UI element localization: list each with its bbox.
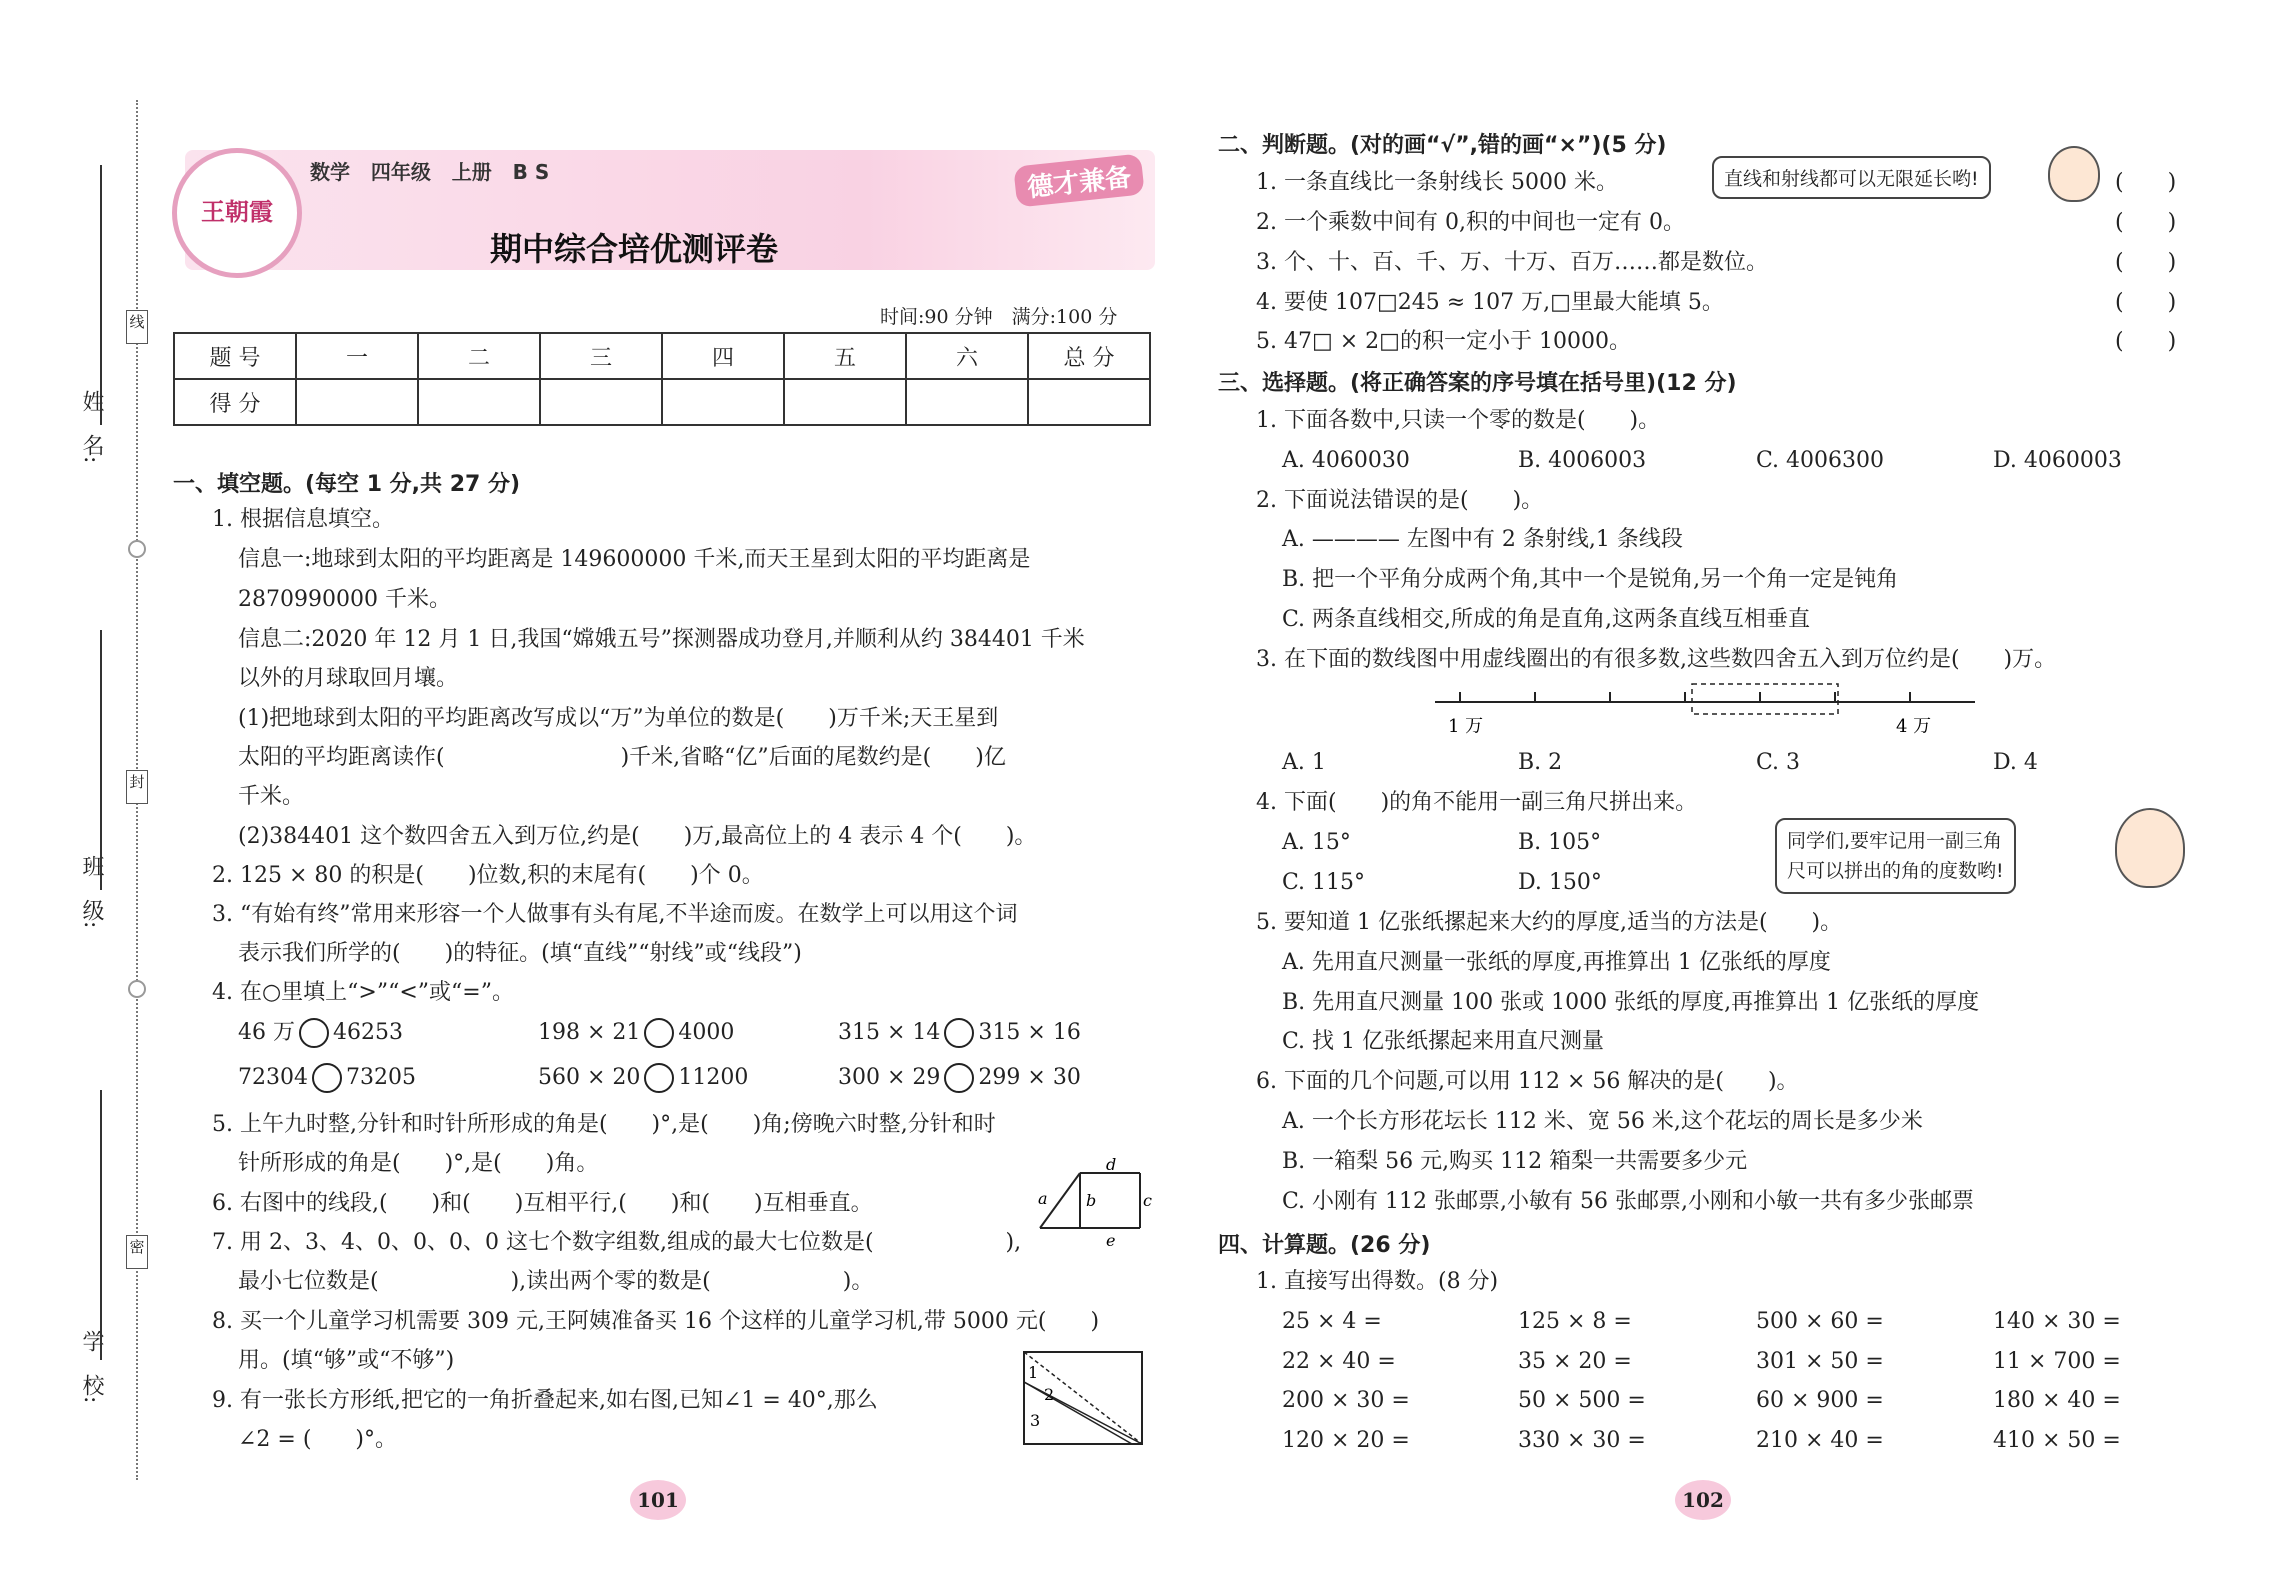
- judge-item: 5. 47□ × 2□的积一定小于 10000。: [1256, 329, 1631, 354]
- fig-label-b: b: [1086, 1191, 1097, 1210]
- seal-mark-line: 线: [126, 310, 148, 344]
- choice-opt: A. 15°: [1282, 830, 1351, 855]
- q1-line: 千米。: [238, 784, 305, 809]
- q5-line: 5. 上午九时整,分针和时针所形成的角是( )°,是( )角;傍晚六时整,分针和时: [212, 1112, 996, 1137]
- score-header-cell: 四: [662, 333, 784, 379]
- calc-item: 140 × 30 =: [1993, 1309, 2121, 1334]
- choice-opt: A. 一个长方形花坛长 112 米、宽 56 米,这个花坛的周长是多少米: [1282, 1109, 1923, 1134]
- score-label-cell: 得 分: [174, 379, 296, 425]
- page-number-right: 102: [1675, 1480, 1731, 1520]
- calc-item: 35 × 20 =: [1518, 1349, 1632, 1374]
- choice-opt: B. 把一个平角分成两个角,其中一个是锐角,另一个角一定是钝角: [1282, 567, 1899, 592]
- class-underline: [100, 630, 102, 890]
- judge-answer[interactable]: ( ): [2115, 290, 2177, 315]
- q8-line: 用。(填“够”或“不够”): [238, 1348, 455, 1373]
- badge: 德才兼备: [1013, 153, 1145, 207]
- choice-opt: B. 先用直尺测量 100 张或 1000 张纸的厚度,再推算出 1 亿张纸的厚度: [1282, 990, 1980, 1015]
- q1-line: 太阳的平均距离读作( )千米,省略“亿”后面的尾数约是( )亿: [238, 745, 1006, 770]
- logo-seal: [172, 148, 302, 278]
- subject: 数学: [310, 160, 350, 184]
- score-input-cell[interactable]: [662, 379, 784, 425]
- q1-line: 1. 根据信息填空。: [212, 507, 394, 532]
- hint-bubble: 直线和射线都可以无限延长哟!: [1712, 156, 1991, 199]
- section4-title: 四、计算题。(26 分): [1218, 1233, 1431, 1258]
- score-table: [173, 332, 1151, 426]
- score-header-cell: 六: [906, 333, 1028, 379]
- compare-item: 300 × 29 299 × 30: [838, 1063, 1081, 1093]
- judge-answer[interactable]: ( ): [2115, 210, 2177, 235]
- section3-title: 三、选择题。(将正确答案的序号填在括号里)(12 分): [1218, 371, 1737, 396]
- q5-line: 针所形成的角是( )°,是( )角。: [238, 1151, 599, 1176]
- q1-line: (1)把地球到太阳的平均距离改写成以“万”为单位的数是( )万千米;天王星到: [238, 706, 999, 731]
- choice-opt: A. 4060030: [1282, 448, 1410, 473]
- choice-opt: B. 一箱梨 56 元,购买 112 箱梨一共需要多少元: [1282, 1149, 1748, 1174]
- calc-item: 410 × 50 =: [1993, 1428, 2121, 1453]
- binding-hole-icon: [128, 980, 146, 998]
- calc-item: 60 × 900 =: [1756, 1388, 1884, 1413]
- volume: 上册: [451, 160, 492, 184]
- compare-circle[interactable]: [312, 1063, 342, 1093]
- fig-label-c: c: [1143, 1191, 1152, 1210]
- score-input-cell[interactable]: [784, 379, 906, 425]
- calc-item: 180 × 40 =: [1993, 1388, 2121, 1413]
- choice-opt: D. 4060003: [1993, 448, 2122, 473]
- hint-bubble-2: 同学们,要牢记用一副三角 尺可以拼出的角的度数哟!: [1775, 818, 2016, 894]
- choice-opt: A. 先用直尺测量一张纸的厚度,再推算出 1 亿张纸的厚度: [1282, 950, 1831, 975]
- q1-line: 信息一:地球到太阳的平均距离是 149600000 千米,而天王星到太阳的平均距离是: [238, 547, 1031, 572]
- fig-label-a: a: [1038, 1189, 1048, 1208]
- time-info: 时间:90 分钟 满分:100 分: [880, 306, 1118, 328]
- calc-item: 120 × 20 =: [1282, 1428, 1410, 1453]
- angle-label-1: 1: [1028, 1363, 1039, 1382]
- calc-item: 22 × 40 =: [1282, 1349, 1396, 1374]
- choice-q5: 5. 要知道 1 亿张纸摞起来大约的厚度,适当的方法是( )。: [1256, 910, 1843, 935]
- choice-q1: 1. 下面各数中,只读一个零的数是( )。: [1256, 408, 1661, 433]
- choice-opt: C. 115°: [1282, 870, 1366, 895]
- calc-item: 500 × 60 =: [1756, 1309, 1884, 1334]
- choice-opt: A. 1: [1282, 750, 1326, 775]
- q7-line: 最小七位数是( ),读出两个零的数是( )。: [238, 1269, 874, 1294]
- compare-circle[interactable]: [944, 1063, 974, 1093]
- binding-hole-icon: [128, 540, 146, 558]
- score-header-cell: 五: [784, 333, 906, 379]
- compare-item: 72304 73205: [238, 1063, 416, 1093]
- score-input-cell[interactable]: [540, 379, 662, 425]
- name-label: 姓 名:: [79, 390, 104, 464]
- compare-circle[interactable]: [944, 1018, 974, 1048]
- page-number-left: 101: [630, 1480, 686, 1520]
- logo-text: 王朝霞: [201, 197, 273, 226]
- choice-opt: C. 小刚有 112 张邮票,小敏有 56 张邮票,小刚和小敏一共有多少张邮票: [1282, 1189, 1974, 1214]
- calc-item: 50 × 500 =: [1518, 1388, 1646, 1413]
- choice-opt: C. 4006300: [1756, 448, 1885, 473]
- axis-label-4w: 4 万: [1896, 716, 1932, 737]
- score-input-cell[interactable]: [906, 379, 1028, 425]
- q7-line: 7. 用 2、3、4、0、0、0、0 这七个数字组数,组成的最大七位数是( ),: [212, 1230, 1022, 1255]
- choice-q4: 4. 下面( )的角不能用一副三角尺拼出来。: [1256, 790, 1698, 815]
- q9-line: ∠2 = ( )°。: [238, 1427, 398, 1452]
- q4-line: 4. 在○里填上“>”“<”或“=”。: [212, 980, 514, 1005]
- q8-line: 8. 买一个儿童学习机需要 309 元,王阿姨准备买 16 个这样的儿童学习机,带 5000 元( ): [212, 1309, 1100, 1334]
- choice-opt: B. 2: [1518, 750, 1563, 775]
- calc-item: 125 × 8 =: [1518, 1309, 1632, 1334]
- q1-line: 以外的月球取回月壤。: [238, 666, 459, 691]
- score-input-cell[interactable]: [418, 379, 540, 425]
- class-label: 班 级:: [79, 855, 104, 929]
- judge-item: 3. 个、十、百、千、万、十万、百万……都是数位。: [1256, 250, 1768, 275]
- angle-label-3: 3: [1030, 1411, 1041, 1430]
- score-header-cell: 题 号: [174, 333, 296, 379]
- choice-q2: 2. 下面说法错误的是( )。: [1256, 488, 1544, 513]
- grade: 四年级: [370, 160, 431, 184]
- judge-item: 1. 一条直线比一条射线长 5000 米。: [1256, 170, 1618, 195]
- q6-segment-figure: [1030, 1155, 1152, 1250]
- page-title: 期中综合培优测评卷: [490, 230, 779, 268]
- q2-line: 2. 125 × 80 的积是( )位数,积的末尾有( )个 0。: [212, 863, 764, 888]
- compare-item: 46 万 46253: [238, 1018, 403, 1048]
- section2-title: 二、判断题。(对的画“√”,错的画“×”)(5 分): [1218, 133, 1667, 158]
- q3-line: 表示我们所学的( )的特征。(填“直线”“射线”或“线段”): [238, 941, 802, 966]
- score-header-cell: 总 分: [1028, 333, 1150, 379]
- judge-item: 4. 要使 107□245 ≈ 107 万,□里最大能填 5。: [1256, 290, 1724, 315]
- q9-fold-figure: [1022, 1350, 1147, 1450]
- score-header-cell: 一: [296, 333, 418, 379]
- calc-item: 25 × 4 =: [1282, 1309, 1382, 1334]
- calc-item: 301 × 50 =: [1756, 1349, 1884, 1374]
- score-header-cell: 二: [418, 333, 540, 379]
- name-underline: [100, 165, 102, 425]
- q1-line: 2870990000 千米。: [238, 587, 451, 612]
- choice-opt: C. 3: [1756, 750, 1801, 775]
- cartoon-face-icon: [2048, 146, 2100, 202]
- choice-opt: D. 4: [1993, 750, 2038, 775]
- choice-q6: 6. 下面的几个问题,可以用 112 × 56 解决的是( )。: [1256, 1069, 1799, 1094]
- choice-opt: C. 找 1 亿张纸摞起来用直尺测量: [1282, 1029, 1605, 1054]
- score-header-cell: 三: [540, 333, 662, 379]
- q3-line: 3. “有始有终”常用来形容一个人做事有头有尾,不半途而废。在数学上可以用这个词: [212, 902, 1018, 927]
- compare-item: 198 × 21 4000: [538, 1018, 734, 1048]
- judge-item: 2. 一个乘数中间有 0,积的中间也一定有 0。: [1256, 210, 1685, 235]
- judge-answer[interactable]: ( ): [2115, 250, 2177, 275]
- calc-item: 210 × 40 =: [1756, 1428, 1884, 1453]
- q6-line: 6. 右图中的线段,( )和( )互相平行,( )和( )互相垂直。: [212, 1191, 873, 1216]
- seal-mark-close: 密: [126, 1235, 148, 1269]
- axis-label-1w: 1 万: [1448, 716, 1484, 737]
- section1-title: 一、填空题。(每空 1 分,共 27 分): [173, 472, 521, 497]
- q1-line: (2)384401 这个数四舍五入到万位,约是( )万,最高位上的 4 表示 4 个( )。: [238, 824, 1037, 849]
- choice-q3: 3. 在下面的数线图中用虚线圈出的有很多数,这些数四舍五入到万位约是( )万。: [1256, 647, 2057, 672]
- school-underline: [100, 1090, 102, 1360]
- calc-item: 330 × 30 =: [1518, 1428, 1646, 1453]
- q1-line: 信息二:2020 年 12 月 1 日,我国“嫦娥五号”探测器成功登月,并顺利从约 384401 千米: [238, 627, 1085, 652]
- number-line: [1430, 680, 1980, 740]
- judge-answer[interactable]: ( ): [2115, 170, 2177, 195]
- judge-answer[interactable]: ( ): [2115, 329, 2177, 354]
- compare-item: 560 × 20 11200: [538, 1063, 748, 1093]
- fig-label-e: e: [1106, 1231, 1116, 1250]
- cartoon-girl-icon: [2115, 808, 2185, 888]
- compare-circle[interactable]: [644, 1018, 674, 1048]
- choice-opt: A. ———— 左图中有 2 条射线,1 条线段: [1282, 527, 1683, 552]
- choice-opt: C. 两条直线相交,所成的角是直角,这两条直线互相垂直: [1282, 607, 1811, 632]
- seal-mark-seal: 封: [126, 770, 148, 804]
- fig-label-d: d: [1106, 1155, 1117, 1174]
- score-input-cell[interactable]: [1028, 379, 1150, 425]
- angle-label-2: 2: [1044, 1385, 1055, 1404]
- edition: B S: [512, 160, 550, 184]
- choice-opt: B. 4006003: [1518, 448, 1647, 473]
- choice-opt: D. 150°: [1518, 870, 1602, 895]
- calc-item: 11 × 700 =: [1993, 1349, 2121, 1374]
- calc-q1: 1. 直接写出得数。(8 分): [1256, 1269, 1499, 1294]
- score-input-cell[interactable]: [296, 379, 418, 425]
- compare-circle[interactable]: [644, 1063, 674, 1093]
- header-meta: [310, 156, 549, 185]
- q9-line: 9. 有一张长方形纸,把它的一角折叠起来,如右图,已知∠1 = 40°,那么: [212, 1388, 878, 1413]
- calc-item: 200 × 30 =: [1282, 1388, 1410, 1413]
- school-label: 学 校:: [79, 1330, 104, 1404]
- choice-opt: B. 105°: [1518, 830, 1602, 855]
- compare-circle[interactable]: [299, 1018, 329, 1048]
- compare-item: 315 × 14 315 × 16: [838, 1018, 1081, 1048]
